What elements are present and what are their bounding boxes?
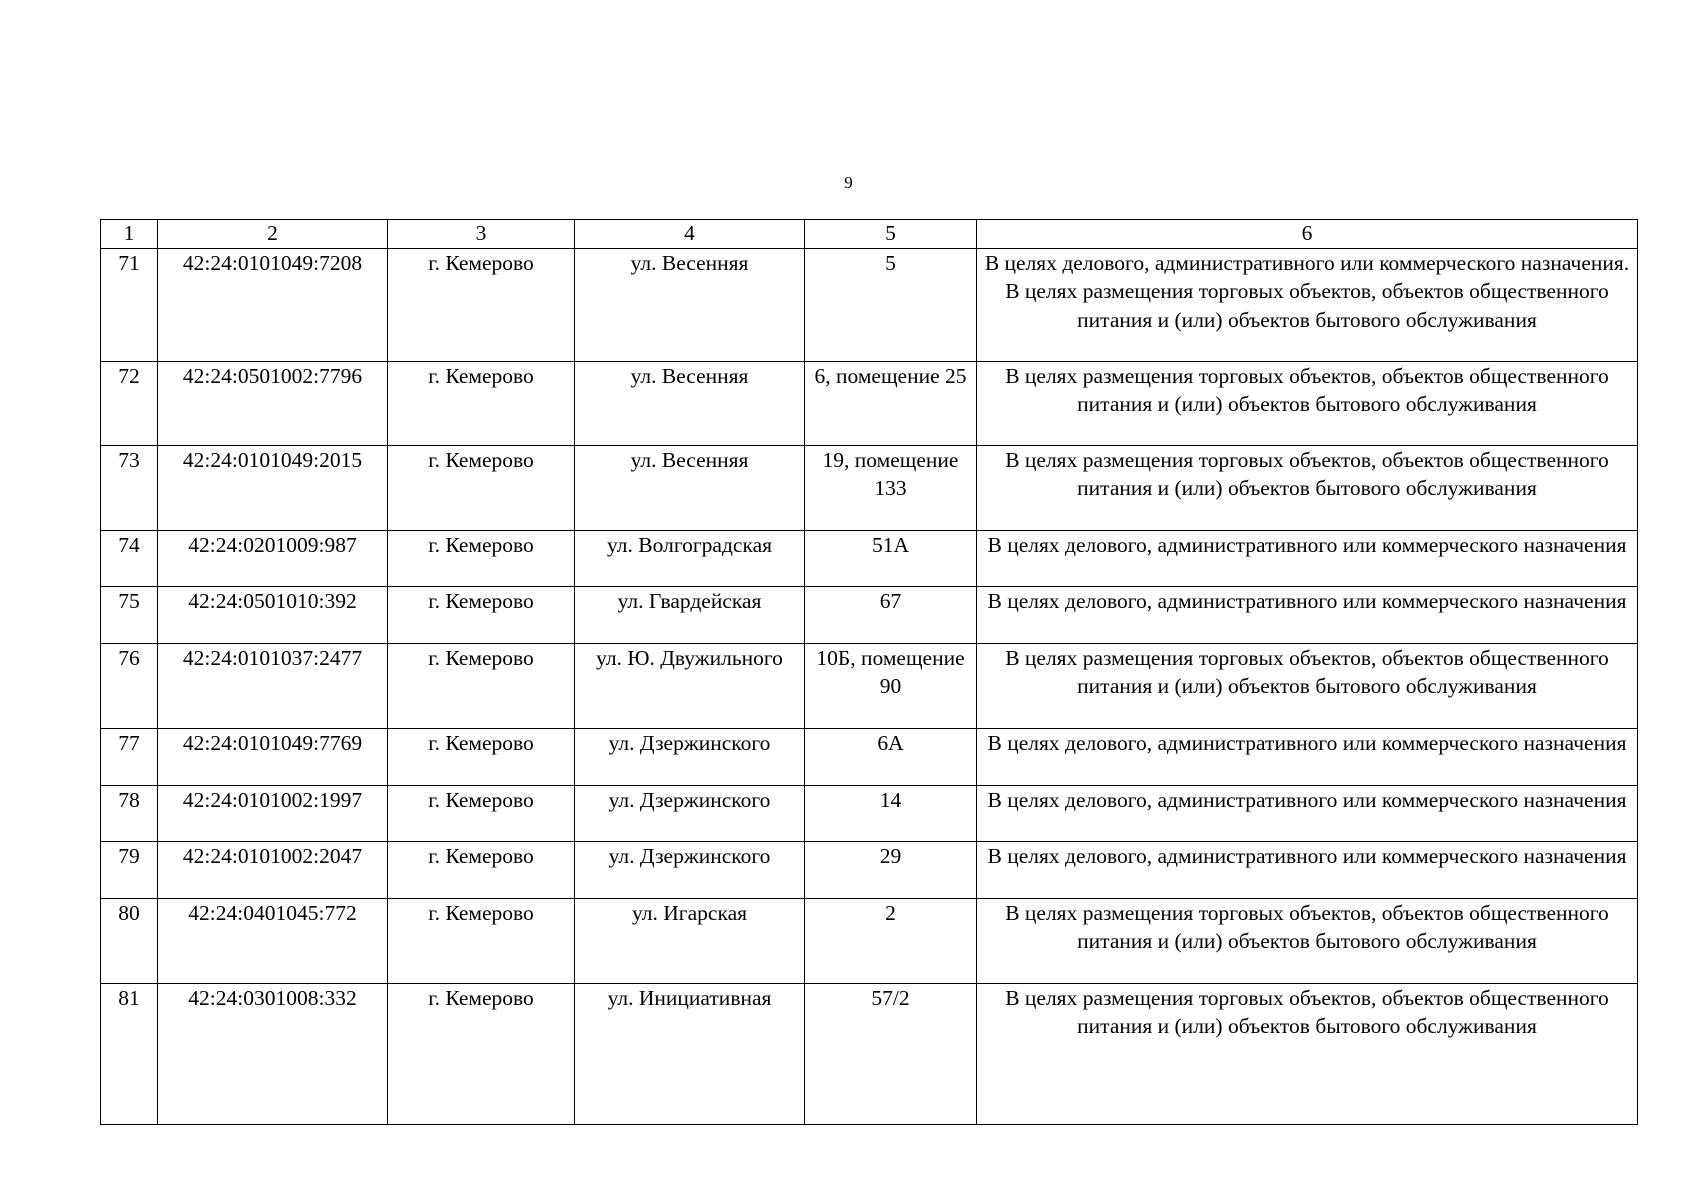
objects-table: [100, 219, 1638, 1125]
city: г. Кемерово: [388, 786, 575, 842]
cadastral-number: 42:24:0101037:2477: [158, 644, 388, 729]
usage-purpose: В целях размещения торговых объектов, объектов общественного питания и (или) объектов бытового обслуживания: [977, 899, 1638, 984]
house-number: 19, помещение 133: [805, 446, 977, 531]
house-number: 14: [805, 786, 977, 842]
street: ул. Волгоградская: [575, 531, 805, 587]
city: г. Кемерово: [388, 362, 575, 446]
street: ул. Весенняя: [575, 249, 805, 362]
city: г. Кемерово: [388, 587, 575, 644]
street: ул. Инициативная: [575, 984, 805, 1125]
usage-purpose: В целях размещения торговых объектов, объектов общественного питания и (или) объектов бытового обслуживания: [977, 984, 1638, 1125]
usage-purpose: В целях делового, административного или коммерческого назначения: [977, 587, 1638, 644]
table-row: [101, 786, 1638, 842]
usage-purpose: В целях делового, административного или коммерческого назначения: [977, 842, 1638, 899]
city: г. Кемерово: [388, 842, 575, 899]
city: г. Кемерово: [388, 644, 575, 729]
usage-purpose: В целях делового, административного или коммерческого назначения: [977, 531, 1638, 587]
row-number: 79: [101, 842, 158, 899]
usage-purpose: В целях размещения торговых объектов, объектов общественного питания и (или) объектов бытового обслуживания: [977, 446, 1638, 531]
street: ул. Дзержинского: [575, 842, 805, 899]
table-row: [101, 362, 1638, 446]
cadastral-number: 42:24:0501002:7796: [158, 362, 388, 446]
street: ул. Ю. Двужильного: [575, 644, 805, 729]
row-number: 71: [101, 249, 158, 362]
house-number: 67: [805, 587, 977, 644]
cadastral-number: 42:24:0101049:2015: [158, 446, 388, 531]
city: г. Кемерово: [388, 531, 575, 587]
table-row: [101, 587, 1638, 644]
city: г. Кемерово: [388, 984, 575, 1125]
usage-purpose: В целях делового, административного или коммерческого назначения: [977, 786, 1638, 842]
row-number: 76: [101, 644, 158, 729]
table-row: [101, 531, 1638, 587]
house-number: 5: [805, 249, 977, 362]
usage-purpose: В целях делового, административного или коммерческого назначения. В целях размещения торговых объектов, объектов общественного питания и (или) объектов бытового обслуживания: [977, 249, 1638, 362]
street: ул. Дзержинского: [575, 729, 805, 786]
table-row: [101, 842, 1638, 899]
cadastral-number: 42:24:0301008:332: [158, 984, 388, 1125]
street: ул. Дзержинского: [575, 786, 805, 842]
street: ул. Игарская: [575, 899, 805, 984]
column-header-1: 1: [101, 220, 158, 249]
street: ул. Весенняя: [575, 446, 805, 531]
row-number: 77: [101, 729, 158, 786]
column-header-2: 2: [158, 220, 388, 249]
row-number: 80: [101, 899, 158, 984]
city: г. Кемерово: [388, 899, 575, 984]
column-header-3: 3: [388, 220, 575, 249]
table-row: [101, 644, 1638, 729]
row-number: 81: [101, 984, 158, 1125]
column-header-4: 4: [575, 220, 805, 249]
usage-purpose: В целях размещения торговых объектов, объектов общественного питания и (или) объектов бытового обслуживания: [977, 362, 1638, 446]
table-row: [101, 446, 1638, 531]
row-number: 78: [101, 786, 158, 842]
column-header-6: 6: [977, 220, 1638, 249]
street: ул. Гвардейская: [575, 587, 805, 644]
house-number: 51А: [805, 531, 977, 587]
cadastral-number: 42:24:0101002:2047: [158, 842, 388, 899]
table-row: [101, 984, 1638, 1125]
cadastral-number: 42:24:0101049:7769: [158, 729, 388, 786]
city: г. Кемерово: [388, 729, 575, 786]
house-number: 10Б, помещение 90: [805, 644, 977, 729]
column-header-5: 5: [805, 220, 977, 249]
usage-purpose: В целях размещения торговых объектов, объектов общественного питания и (или) объектов бытового обслуживания: [977, 644, 1638, 729]
page-number: 9: [844, 173, 853, 192]
row-number: 72: [101, 362, 158, 446]
table-row: [101, 249, 1638, 362]
house-number: 2: [805, 899, 977, 984]
house-number: 6, помещение 25: [805, 362, 977, 446]
street: ул. Весенняя: [575, 362, 805, 446]
house-number: 57/2: [805, 984, 977, 1125]
usage-purpose: В целях делового, административного или коммерческого назначения: [977, 729, 1638, 786]
table-row: [101, 899, 1638, 984]
cadastral-number: 42:24:0101002:1997: [158, 786, 388, 842]
row-number: 74: [101, 531, 158, 587]
row-number: 73: [101, 446, 158, 531]
cadastral-number: 42:24:0101049:7208: [158, 249, 388, 362]
table-row: [101, 729, 1638, 786]
cadastral-number: 42:24:0501010:392: [158, 587, 388, 644]
cadastral-number: 42:24:0201009:987: [158, 531, 388, 587]
cadastral-number: 42:24:0401045:772: [158, 899, 388, 984]
house-number: 6А: [805, 729, 977, 786]
city: г. Кемерово: [388, 446, 575, 531]
city: г. Кемерово: [388, 249, 575, 362]
column-number-row: [101, 220, 1638, 249]
row-number: 75: [101, 587, 158, 644]
house-number: 29: [805, 842, 977, 899]
